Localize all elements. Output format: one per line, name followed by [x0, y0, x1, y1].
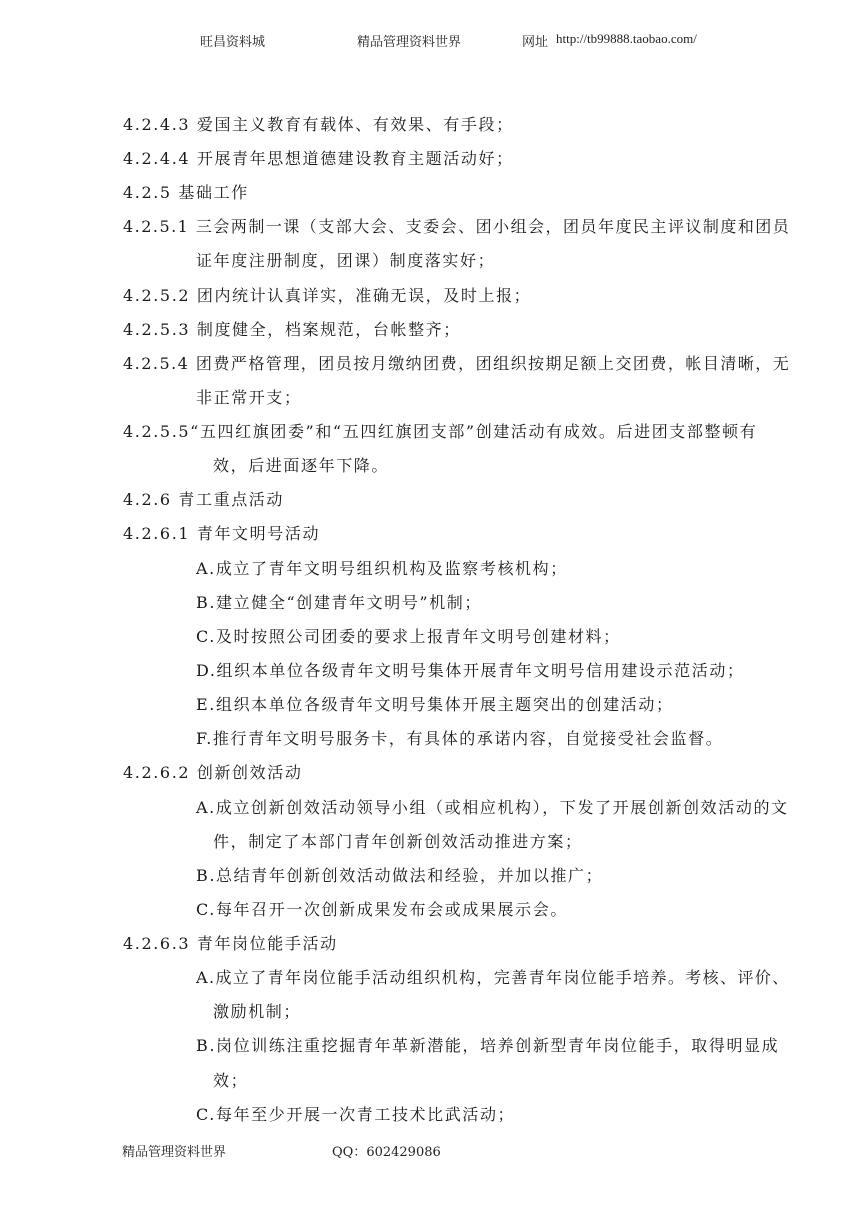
- header-site-url[interactable]: http://tb99888.taobao.com/: [556, 31, 697, 46]
- clause-4-2-6-1: 4.2.6.1 青年文明号活动: [123, 524, 321, 543]
- footer-qq-text: QQ：602429086: [332, 1145, 441, 1160]
- clause-4-2-6-3: 4.2.6.3 青年岗位能手活动: [123, 934, 338, 953]
- clause-4-2-5-5: 4.2.5.5“五四红旗团委”和“五四红旗团支部”创建活动有成效。后进团支部整顿有: [123, 422, 758, 441]
- item-4-2-6-3-a: A.成立了青年岗位能手活动组织机构，完善青年岗位能手培养。考核、评价、: [196, 968, 790, 987]
- footer-left-text: 精品管理资料世界: [122, 1145, 227, 1160]
- clause-4-2-5-1-cont: 证年度注册制度，团课）制度落实好；: [196, 251, 496, 270]
- item-4-2-6-2-a-cont: 件，制定了本部门青年创新创效活动推进方案；: [213, 832, 583, 851]
- clause-4-2-5-1: 4.2.5.1 三会两制一课（支部大会、支委会、团小组会，团员年度民主评议制度和团员: [123, 217, 791, 236]
- item-4-2-6-3-a-cont: 激励机制；: [213, 1002, 302, 1021]
- section-4-2-6: 4.2.6 青工重点活动: [123, 490, 284, 509]
- item-4-2-6-3-c: C.每年至少开展一次青工技术比武活动；: [196, 1105, 516, 1124]
- item-4-2-6-1-f: F.推行青年文明号服务卡，有具体的承诺内容，自觉接受社会监督。: [196, 729, 724, 748]
- clause-4-2-5-2: 4.2.5.2 团内统计认真详实，准确无误，及时上报；: [123, 286, 532, 305]
- clause-4-2-5-4: 4.2.5.4 团费严格管理，团员按月缴纳团费，团组织按期足额上交团费，帐目清晰，无: [123, 354, 791, 373]
- item-4-2-6-2-c: C.每年召开一次创新成果发布会或成果展示会。: [196, 900, 568, 919]
- header-center-text: 精品管理资料世界: [357, 35, 462, 50]
- header-left-text: 旺昌资料城: [200, 35, 266, 50]
- clause-4-2-6-2: 4.2.6.2 创新创效活动: [123, 763, 303, 782]
- clause-4-2-4-3: 4.2.4.3 爱国主义教育有载体、有效果、有手段；: [123, 115, 514, 134]
- section-4-2-5: 4.2.5 基础工作: [123, 183, 249, 202]
- clause-4-2-5-5-cont: 效，后进面逐年下降。: [213, 456, 390, 475]
- item-4-2-6-1-e: E.组织本单位各级青年文明号集体开展主题突出的创建活动；: [196, 695, 674, 714]
- item-4-2-6-1-c: C.及时按照公司团委的要求上报青年文明号创建材料；: [196, 627, 621, 646]
- item-4-2-6-1-d: D.组织本单位各级青年文明号集体开展青年文明号信用建设示范活动；: [196, 661, 745, 680]
- clause-4-2-4-4: 4.2.4.4 开展青年思想道德建设教育主题活动好；: [123, 149, 514, 168]
- clause-4-2-5-4-cont: 非正常开支；: [196, 388, 302, 407]
- item-4-2-6-3-b-cont: 效；: [213, 1071, 249, 1090]
- clause-4-2-5-3: 4.2.5.3 制度健全，档案规范，台帐整齐；: [123, 320, 461, 339]
- item-4-2-6-3-b: B.岗位训练注重挖掘青年革新潜能，培养创新型青年岗位能手，取得明显成: [196, 1036, 780, 1055]
- item-4-2-6-2-a: A.成立创新创效活动领导小组（或相应机构），下发了开展创新创效活动的文: [196, 798, 789, 817]
- item-4-2-6-2-b: B.总结青年创新创效活动做法和经验，并加以推广；: [196, 866, 604, 885]
- item-4-2-6-1-b: B.建立健全“创建青年文明号”机制；: [196, 593, 483, 612]
- item-4-2-6-1-a: A.成立了青年文明号组织机构及监察考核机构；: [196, 559, 568, 578]
- header-site-label: 网址: [522, 35, 549, 50]
